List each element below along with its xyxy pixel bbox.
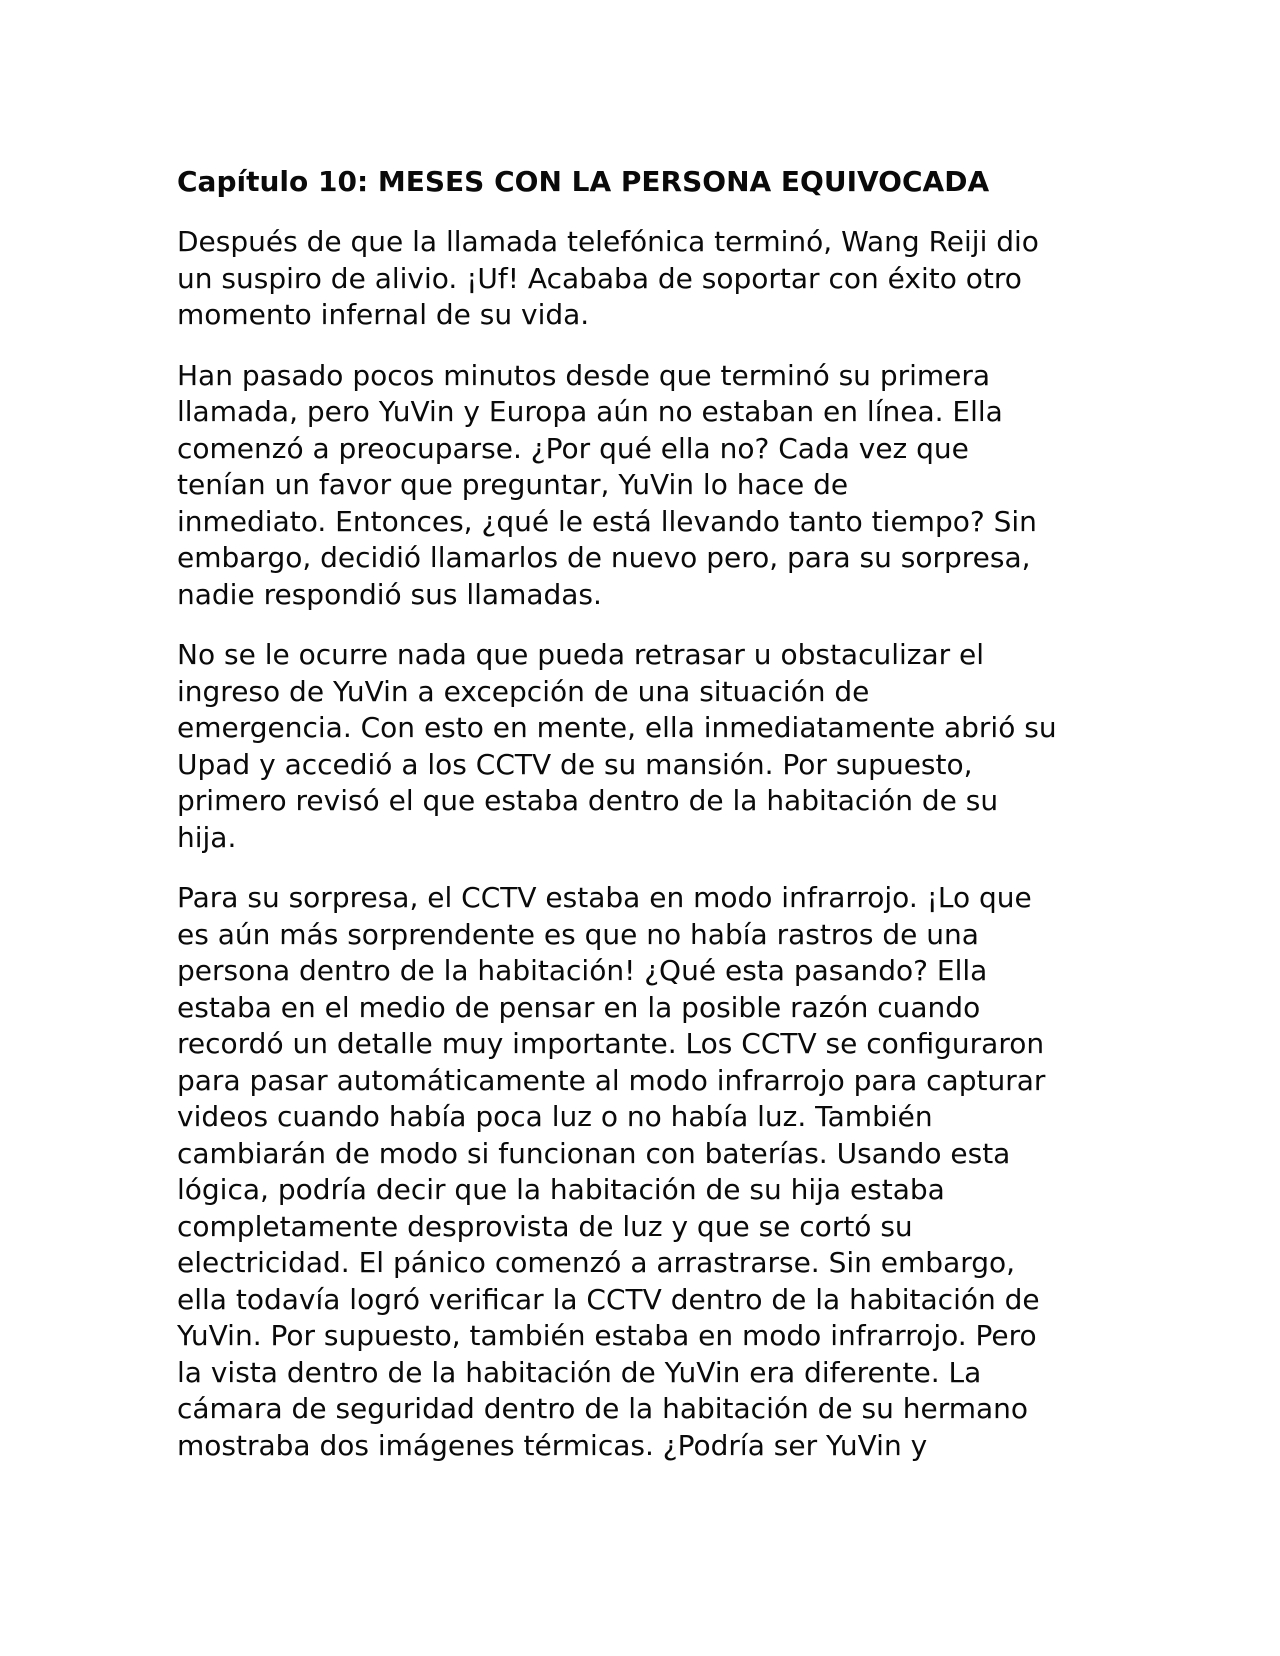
- text-line: hija.: [177, 820, 237, 854]
- paragraph-4: [177, 880, 1107, 1464]
- text-line: cámara de seguridad dentro de la habitación de su hermano: [177, 1392, 1029, 1425]
- paragraph-3: [177, 637, 1107, 856]
- paragraph-1: [177, 224, 1107, 334]
- text-line: Después de que la llamada telefónica terminó, Wang Reiji dio: [177, 225, 1039, 258]
- document-page: [177, 164, 1107, 1488]
- text-line: la vista dentro de la habitación de YuVin era diferente. La: [177, 1355, 982, 1389]
- text-line: persona dentro de la habitación! ¿Qué esta pasando? Ella: [177, 954, 988, 987]
- text-line: videos cuando había poca luz o no había luz. También: [177, 1100, 933, 1133]
- text-line: ingreso de YuVin a excepción de una situación de: [177, 674, 870, 708]
- text-line: Upad y accedió a los CCTV de su mansión. Por supuesto,: [177, 747, 973, 781]
- text-line: lógica, podría decir que la habitación de su hija estaba: [177, 1173, 945, 1206]
- text-line: completamente desprovista de luz y que se cortó su: [177, 1209, 913, 1243]
- text-line: Para su sorpresa, el CCTV estaba en modo infrarrojo. ¡Lo que: [177, 881, 1032, 914]
- text-line: tenían un favor que preguntar, YuVin lo hace de: [177, 468, 849, 501]
- text-line: primero revisó el que estaba dentro de la habitación de su: [177, 784, 999, 817]
- text-line: embargo, decidió llamarlos de nuevo pero, para su sorpresa,: [177, 541, 1031, 574]
- text-line: estaba en el medio de pensar en la posible razón cuando: [177, 990, 981, 1024]
- text-line: YuVin. Por supuesto, también estaba en modo infrarrojo. Pero: [177, 1319, 1037, 1352]
- text-line: inmediato. Entonces, ¿qué le está llevando tanto tiempo? Sin: [177, 504, 1037, 538]
- chapter-title: Capítulo 10: MESES CON LA PERSONA EQUIVOCADA: [177, 165, 990, 198]
- text-line: es aún más sorprendente es que no había rastros de una: [177, 917, 979, 951]
- text-line: Han pasado pocos minutos desde que terminó su primera: [177, 358, 991, 392]
- text-line: para pasar automáticamente al modo infrarrojo para capturar: [177, 1063, 1046, 1097]
- text-line: electricidad. El pánico comenzó a arrastrarse. Sin embargo,: [177, 1246, 1016, 1279]
- text-line: No se le ocurre nada que pueda retrasar u obstaculizar el: [177, 638, 985, 671]
- text-line: recordó un detalle muy importante. Los CCTV se configuraron: [177, 1027, 1045, 1060]
- text-line: nadie respondió sus llamadas.: [177, 577, 602, 611]
- text-line: un suspiro de alivio. ¡Uf! Acababa de soportar con éxito otro: [177, 261, 1022, 295]
- paragraph-2: [177, 358, 1107, 614]
- text-line: llamada, pero YuVin y Europa aún no estaban en línea. Ella: [177, 395, 1003, 428]
- text-line: mostraba dos imágenes térmicas. ¿Podría ser YuVin y: [177, 1428, 928, 1462]
- text-line: comenzó a preocuparse. ¿Por qué ella no? Cada vez que: [177, 431, 969, 465]
- text-line: emergencia. Con esto en mente, ella inmediatamente abrió su: [177, 711, 1057, 744]
- text-line: cambiarán de modo si funcionan con baterías. Usando esta: [177, 1136, 1011, 1170]
- text-line: ella todavía logró verificar la CCTV dentro de la habitación de: [177, 1282, 1040, 1316]
- text-line: momento infernal de su vida.: [177, 298, 590, 331]
